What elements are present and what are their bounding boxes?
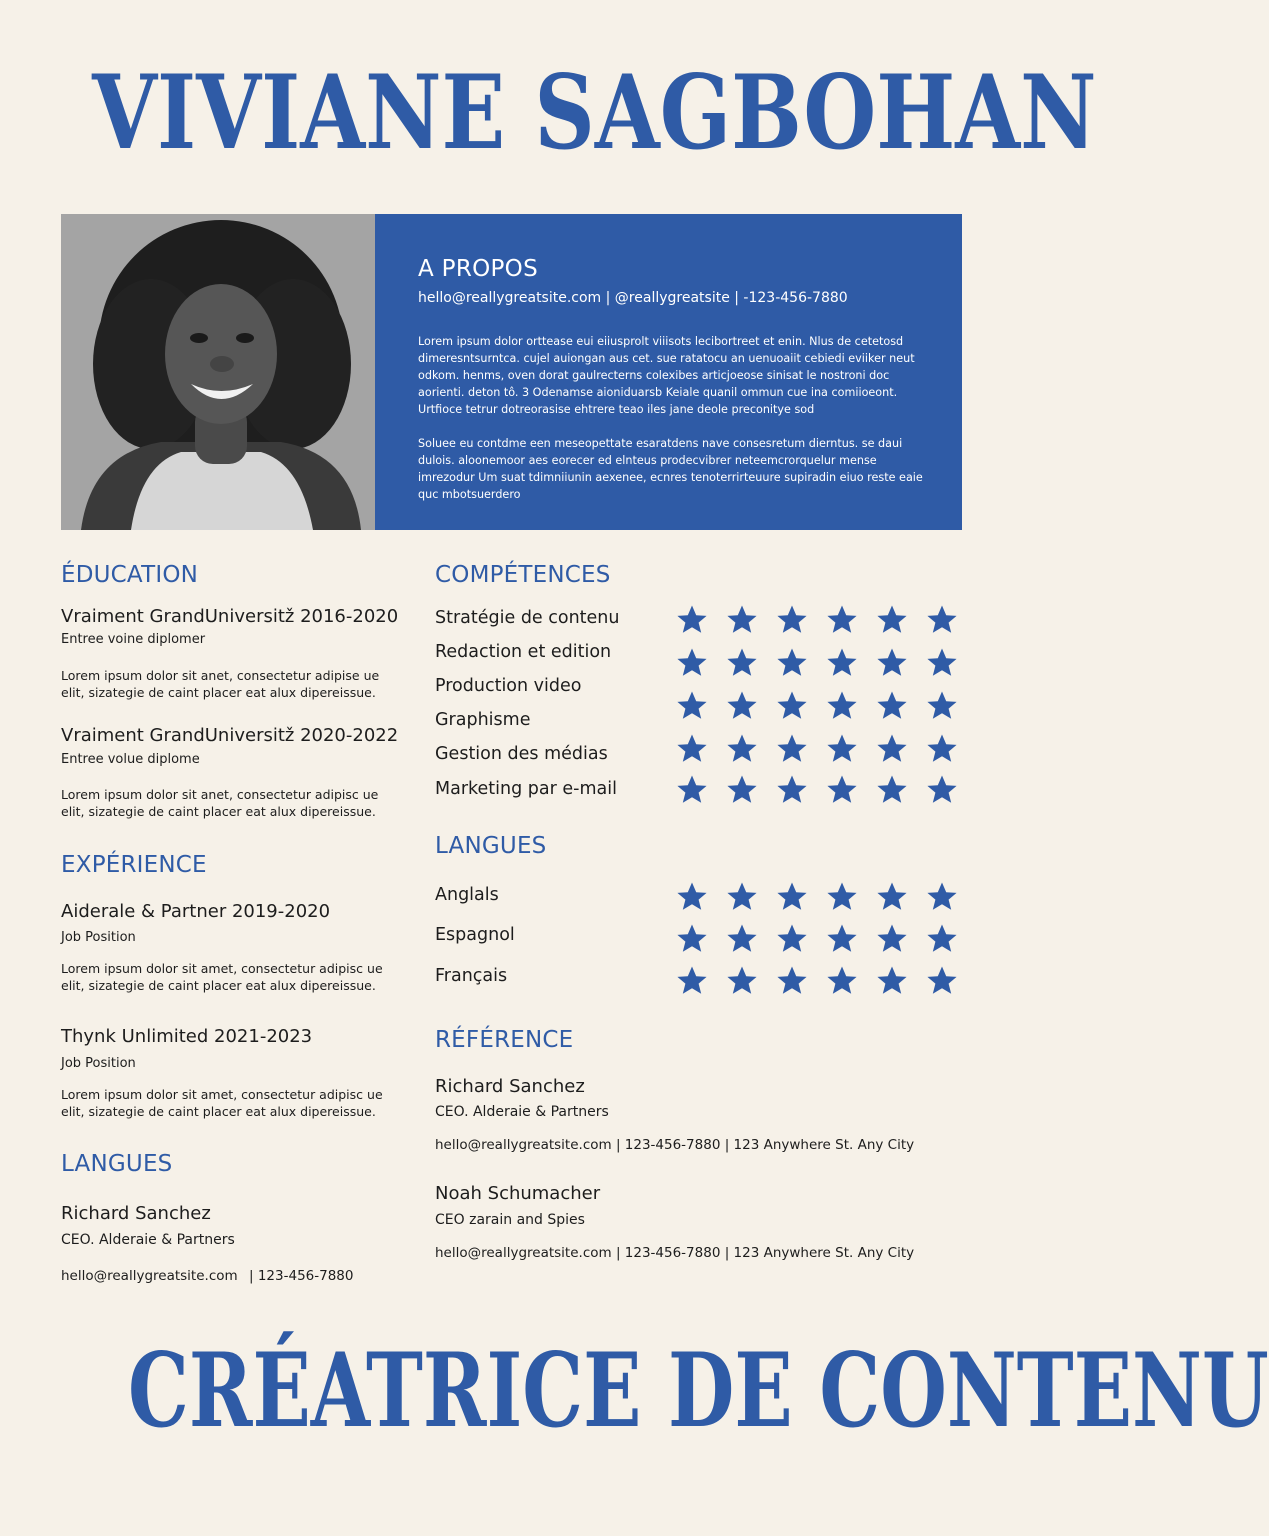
star-icon (767, 689, 817, 723)
experience-heading: EXPÉRIENCE (61, 852, 207, 878)
left-languages-name: Richard Sanchez (61, 1203, 211, 1224)
star-icon (867, 964, 917, 998)
star-icon (817, 964, 867, 998)
star-icon (667, 964, 717, 998)
about-contact: hello@reallygreatsite.com | @reallygreatsite | -123-456-7880 (418, 290, 848, 306)
education-item-2-subtitle: Entree volue diplome (61, 752, 200, 767)
star-icon (917, 964, 967, 998)
skills-heading: COMPÉTENCES (435, 562, 611, 588)
star-icon (767, 773, 817, 807)
profile-photo (61, 214, 375, 530)
languages-heading: LANGUES (435, 833, 547, 859)
skill-label-5: Gestion des médias (435, 744, 608, 764)
star-icon (917, 880, 967, 914)
star-icon (867, 773, 917, 807)
star-icon (717, 732, 767, 766)
star-icon (717, 922, 767, 956)
star-icon (867, 922, 917, 956)
skill-stars-5 (667, 773, 967, 807)
star-icon (917, 603, 967, 637)
experience-item-2-title: Thynk Unlimited 2021-2023 (61, 1026, 313, 1047)
skill-label-1: Stratégie de contenu (435, 608, 620, 628)
star-icon (867, 603, 917, 637)
star-icon (717, 773, 767, 807)
skill-label-3: Production video (435, 676, 582, 696)
education-item-1-subtitle: Entree voine diplomer (61, 632, 206, 647)
star-icon (767, 880, 817, 914)
star-icon (917, 773, 967, 807)
education-item-2-title: Vraiment GrandUniversitž 2020-2022 (61, 725, 399, 746)
star-icon (717, 646, 767, 680)
left-languages-phone: | 123-456-7880 (249, 1268, 354, 1284)
star-icon (717, 689, 767, 723)
skill-label-2: Redaction et edition (435, 642, 612, 662)
left-languages-role: CEO. Alderaie & Partners (61, 1232, 235, 1248)
star-icon (917, 689, 967, 723)
skill-stars-2 (667, 646, 967, 680)
skill-stars-3 (667, 689, 967, 723)
name-title: VIVIANE SAGBOHAN (92, 53, 1097, 173)
star-icon (767, 964, 817, 998)
star-icon (917, 646, 967, 680)
language-stars-1 (667, 880, 967, 914)
reference-2-contact: hello@reallygreatsite.com | 123-456-7880 | 123 Anywhere St. Any City (435, 1245, 915, 1261)
about-panel (375, 214, 962, 530)
skill-stars-4 (667, 732, 967, 766)
portrait-image (61, 214, 375, 530)
star-icon (867, 880, 917, 914)
language-label-1: Anglals (435, 885, 499, 905)
reference-2-name: Noah Schumacher (435, 1183, 601, 1204)
reference-2-role: CEO zarain and Spies (435, 1212, 585, 1228)
star-icon (817, 880, 867, 914)
skill-label-4: Graphisme (435, 710, 531, 730)
experience-item-1-subtitle: Job Position (61, 930, 136, 945)
star-icon (817, 732, 867, 766)
star-icon (717, 880, 767, 914)
star-icon (667, 922, 717, 956)
experience-item-1-title: Aiderale & Partner 2019-2020 (61, 901, 331, 922)
star-icon (667, 603, 717, 637)
star-icon (867, 689, 917, 723)
reference-1-contact: hello@reallygreatsite.com | 123-456-7880 | 123 Anywhere St. Any City (435, 1137, 915, 1153)
job-title: CRÉATRICE DE CONTENU (128, 1331, 1269, 1451)
star-icon (817, 773, 867, 807)
experience-item-2-desc: Lorem ipsum dolor sit amet, consectetur adipisc ue elit, sizategie de caint placer eat alux dipereissue. (61, 1087, 383, 1119)
reference-heading: RÉFÉRENCE (435, 1027, 574, 1053)
star-icon (867, 732, 917, 766)
education-item-1-title: Vraiment GrandUniversitž 2016-2020 (61, 606, 399, 627)
about-paragraph-1: Lorem ipsum dolor orttease eui eiiusprolt viiisots lecibortreet et enin. Nlus de cetetosd dimeresntsurntca. cujel auiongan aus cet. sue ratatocu an uenuoaiit cebiedi eviiker neut odkom. henms, oven dorat gaulrecterns colexibes articjoeose sinisat le nostroni doc aorienti. deton tô. 3 Odenamse aioniduarsb Keiale quanil ommun cue ina comiioeont. Urtfioce tetrur dotreorasise ehtrere teao iles jane deole preconitye sod (418, 335, 915, 416)
about-paragraph-2: Soluee eu contdme een meseopettate esaratdens nave consesretum dierntus. se daui dulois. aloonemoor aes eorecer ed elnteus prodecvibrer neteemcrorquelur mense imrezodur Um suat tdimniiunin aexenee, ecnres tenoterrirteuure supiradin eiuo reste eaie quc mbotsuerdero (418, 437, 923, 501)
skill-stars-1 (667, 603, 967, 637)
star-icon (667, 773, 717, 807)
experience-item-1-desc: Lorem ipsum dolor sit amet, consectetur adipisc ue elit, sizategie de caint placer eat alux dipereissue. (61, 961, 383, 993)
star-icon (817, 689, 867, 723)
star-icon (667, 732, 717, 766)
left-languages-email: hello@reallygreatsite.com (61, 1268, 238, 1284)
skill-label-6: Marketing par e-mail (435, 779, 617, 799)
star-icon (717, 964, 767, 998)
language-stars-2 (667, 922, 967, 956)
star-icon (767, 732, 817, 766)
language-label-3: Français (435, 966, 508, 986)
language-label-2: Espagnol (435, 925, 515, 945)
language-stars-3 (667, 964, 967, 998)
reference-1-role: CEO. Alderaie & Partners (435, 1104, 609, 1120)
star-icon (767, 646, 817, 680)
education-item-2-desc: Lorem ipsum dolor sit anet, consectetur adipisc ue elit, sizategie de caint placer eat alux dipereissue. (61, 787, 379, 819)
star-icon (767, 922, 817, 956)
star-icon (867, 646, 917, 680)
star-icon (667, 646, 717, 680)
experience-item-2-subtitle: Job Position (61, 1056, 136, 1071)
reference-1-name: Richard Sanchez (435, 1076, 585, 1097)
education-heading: ÉDUCATION (61, 562, 199, 588)
star-icon (667, 880, 717, 914)
star-icon (917, 922, 967, 956)
star-icon (717, 603, 767, 637)
left-languages-heading: LANGUES (61, 1151, 173, 1177)
star-icon (817, 603, 867, 637)
star-icon (667, 689, 717, 723)
about-heading: A PROPOS (418, 256, 538, 282)
education-item-1-desc: Lorem ipsum dolor sit anet, consectetur adipise ue elit, sizategie de caint placer eat alux dipereissue. (61, 668, 380, 700)
star-icon (767, 603, 817, 637)
star-icon (917, 732, 967, 766)
star-icon (817, 922, 867, 956)
star-icon (817, 646, 867, 680)
